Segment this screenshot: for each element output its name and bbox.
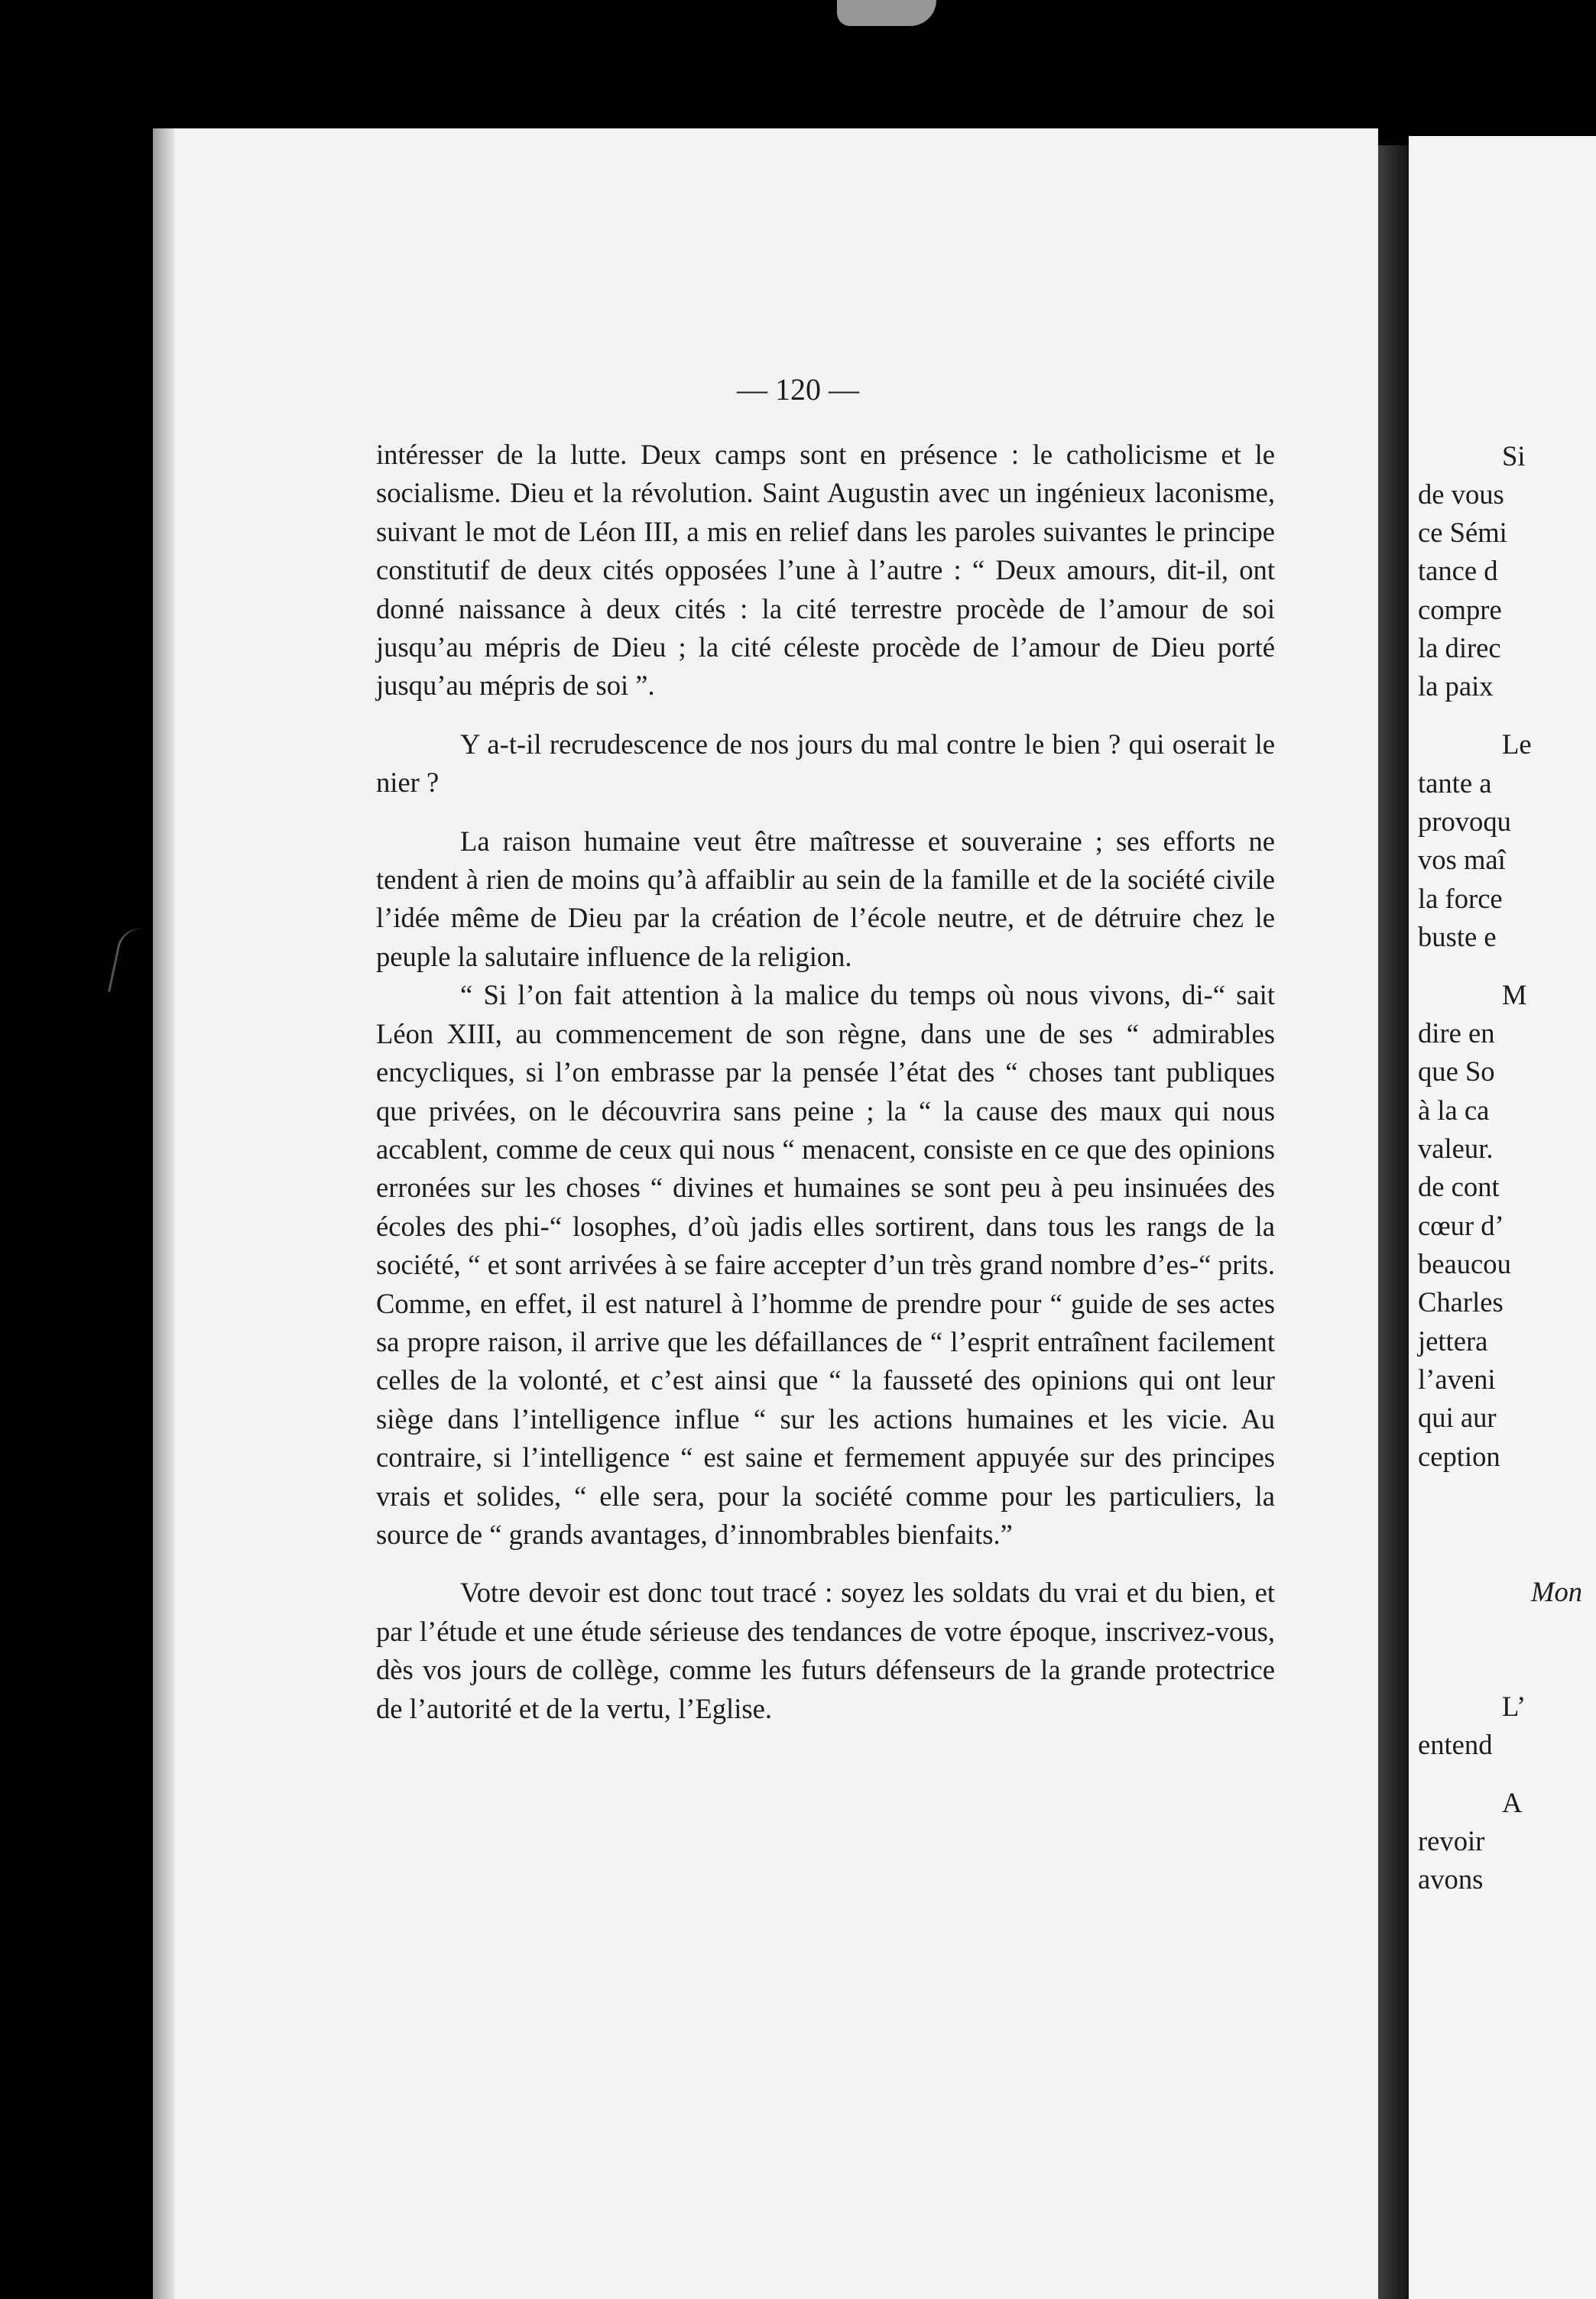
right-line: dire en — [1418, 1017, 1495, 1049]
right-line: ception — [1418, 1441, 1500, 1472]
right-line: tante a — [1418, 767, 1492, 799]
right-line: provoqu — [1418, 806, 1511, 837]
right-line: entend — [1418, 1729, 1493, 1760]
right-line: Si — [1502, 440, 1526, 472]
right-line: la direc — [1418, 632, 1501, 663]
right-line: valeur. — [1418, 1133, 1494, 1164]
right-line: jettera — [1418, 1325, 1488, 1357]
book-gutter — [1378, 145, 1409, 2299]
paragraph: La raison humaine veut être maîtresse et souveraine ; ses efforts ne tendent à rien de moins qu’à affaiblir au sein de la famille et de la société civile l’idée même de Dieu par la création de l’école neutre, et de détruire chez le peuple la salutaire influence de la religion. — [376, 825, 1275, 972]
right-line: cœur d’ — [1418, 1210, 1504, 1241]
right-line: qui aur — [1418, 1402, 1497, 1433]
right-line: Le — [1502, 728, 1532, 760]
paragraph: Y a-t-il recrudescence de nos jours du mal contre le bien ? qui oserait le nier ? — [376, 728, 1275, 799]
right-line: buste e — [1418, 921, 1497, 952]
right-line: beaucou — [1418, 1248, 1511, 1279]
right-line: de vous — [1418, 478, 1504, 510]
right-line: à la ca — [1418, 1094, 1490, 1126]
quotation-paragraph: “ Si l’on fait attention à la malice du temps où nous vivons, di-“ sait Léon XIII, au commencement de son règne, dans une de ses “ admirables encycliques, si l’on embrasse par la pensée l’état des “ choses tant publiques que privées, on le découvrira sans peine ; la “ la cause des maux qui nous accablent, comme de ceux qui nous “ menacent, consiste en ce que des opinions erronées sur les choses “ divines et humaines se sont peu à peu insinuées des écoles des phi-“ losophes, d’où jadis elles sortirent, dans tous les rangs de la société, “ et sont arrivées à se faire accepter d’un très grand nombre d’es-“ prits. Comme, en effet, il est naturel à l’homme de prendre pour “ guide de ses actes sa propre raison, il arrive que les défaillances de “ l’esprit entraînent facilement celles de la volonté, et c’est ainsi que “ la fausseté des opinions qui ont leur siège dans l’intelligence influe “ sur les actions humaines et les vicie. Au contraire, si l’intelligence “ est saine et fermement appuyée sur des principes vrais et solides, “ elle sera, pour la société comme pour les particuliers, la source de “ grands avantages, d’innombrables bienfaits.” — [376, 979, 1275, 1550]
paragraph: Votre devoir est donc tout tracé : soyez les soldats du vrai et du bien, et par l’étude et une étude sérieuse des tendances de votre époque, inscrivez-vous, dès vos jours de collège, comme les futurs défenseurs de la grande protectrice de l’autorité et de la vertu, l’Eglise. — [376, 1577, 1275, 1724]
right-line: l’aveni — [1418, 1364, 1496, 1395]
right-line: Mon — [1531, 1576, 1583, 1607]
right-line: avons — [1418, 1863, 1484, 1895]
right-line: la force — [1418, 883, 1503, 914]
margin-mark — [108, 925, 147, 997]
right-line: compre — [1418, 594, 1502, 625]
right-line: L’ — [1502, 1691, 1526, 1722]
right-line: A — [1502, 1787, 1523, 1818]
right-line: Charles — [1418, 1286, 1504, 1318]
right-line: vos maî — [1418, 844, 1506, 875]
right-line: que So — [1418, 1055, 1495, 1087]
page-number: — 120 — — [737, 372, 859, 407]
right-line: de cont — [1418, 1171, 1500, 1202]
right-line: M — [1502, 979, 1527, 1010]
body-text — [376, 436, 1275, 1728]
right-line: la paix — [1418, 670, 1494, 702]
right-line: tance d — [1418, 555, 1498, 586]
right-line: ce Sémi — [1418, 517, 1507, 548]
paragraph: intéresser de la lutte. Deux camps sont en présence : le catholicisme et le socialisme. Dieu et la révolution. Saint Augustin avec un ingénieux laconisme, suivant le mot de Léon III, a mis en relief dans les paroles suivantes le principe constitutif de deux cités opposées l’une à l’autre : “ Deux amours, dit-il, ont donné naissance à deux cités : la cité terrestre procède de l’amour de soi jusqu’au mépris de Dieu ; la cité céleste procède de l’amour de Dieu porté jusqu’au mépris de soi ”. — [376, 439, 1275, 702]
right-line: revoir — [1418, 1825, 1485, 1856]
page-scrap — [837, 0, 936, 26]
